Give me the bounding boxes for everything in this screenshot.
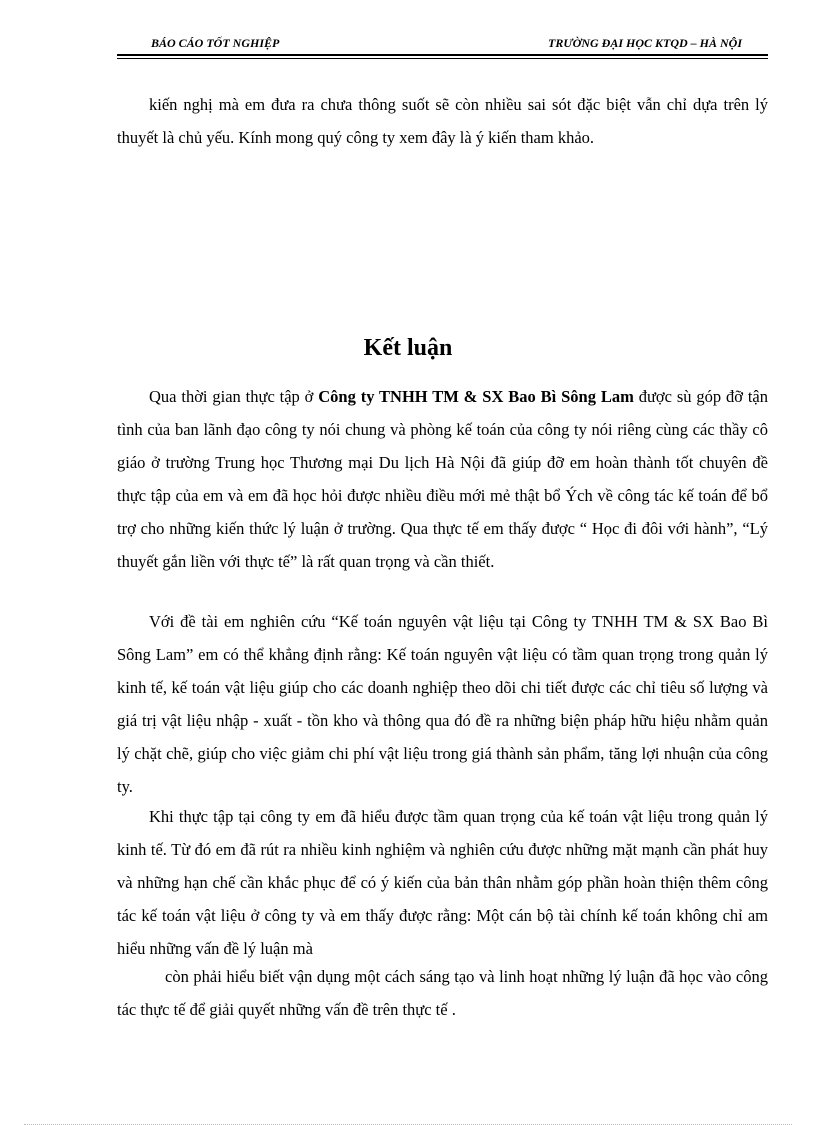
header-university: TRƯỜNG ĐẠI HỌC KTQD – HÀ NỘI <box>548 36 742 50</box>
intro-paragraph: kiến nghị mà em đưa ra chưa thông suốt sẽ còn nhiều sai sót đặc biệt vẫn chỉ dựa trên lý thuyết là chủ yếu. Kính mong quý công ty xem đây là ý kiến tham khảo. <box>117 95 768 147</box>
p1-text-after: được sù góp đỡ tận tình của ban lãnh đạo công ty nói chung và phòng kế toán của công ty nói riêng cùng các thầy cô giáo ở trường Trung học Thương mại Du lịch Hà Nội đã giúp đỡ em hoàn thành tốt chuyên đề thực tập của em và em đã học hỏi được nhiều điều mới mẻ thật bổ Ých về công tác kế toán để bổ trợ cho những kiến thức lý luận ở trường. Qua thực tế em thấy được “ Học đi đôi với hành”, “Lý thuyết gắn liền với thực tế” là rất quan trọng và cần thiết. <box>117 387 768 571</box>
header-report-title: BÁO CÁO TỐT NGHIỆP <box>151 36 280 50</box>
conclusion-paragraph-4: còn phải hiểu biết vận dụng một cách sáng tạo và linh hoạt những lý luận đã học vào công tác thực tế để giải quyết những vấn đề trên thực tế . <box>117 967 768 1019</box>
header-rule-thin <box>117 58 768 59</box>
header-rule-thick <box>117 54 768 56</box>
section-title: Kết luận <box>363 335 453 361</box>
conclusion-paragraph-2: Với đề tài em nghiên cứu “Kế toán nguyên vật liệu tại Công ty TNHH TM & SX Bao Bì Sông Lam” em có thể khẳng định rằng: Kế toán nguyên vật liệu có tầm quan trọng trong quản lý kinh tế, kế toán vật liệu giúp cho các doanh nghiệp theo dõi chi tiết được các chỉ tiêu số lượng và giá trị vật liệu nhập - xuất - tồn kho và thông qua đó đề ra những biện pháp hữu hiệu nhằm quản lý chặt chẽ, giúp cho việc giảm chi phí vật liệu trong giá thành sản phẩm, tăng lợi nhuận của công ty. <box>117 612 768 796</box>
company-name: Công ty TNHH TM & SX Bao Bì Sông Lam <box>318 387 634 406</box>
conclusion-paragraph-3: Khi thực tập tại công ty em đã hiểu được tầm quan trọng của kế toán vật liệu trong quản lý kinh tế. Từ đó em đã rút ra nhiều kinh nghiệm và nghiên cứu được những mặt mạnh cần phát huy và những hạn chế cần khắc phục để có ý kiến của bản thân nhằm góp phần hoàn thiện thêm công tác kế toán vật liệu ở công ty và em thấy được rằng: Một cán bộ tài chính kế toán không chỉ am hiểu những vấn đề lý luận mà <box>117 807 768 958</box>
p1-text-before: Qua thời gian thực tập ở <box>149 387 319 406</box>
page-header <box>117 32 768 52</box>
conclusion-paragraph-1 <box>117 380 768 578</box>
